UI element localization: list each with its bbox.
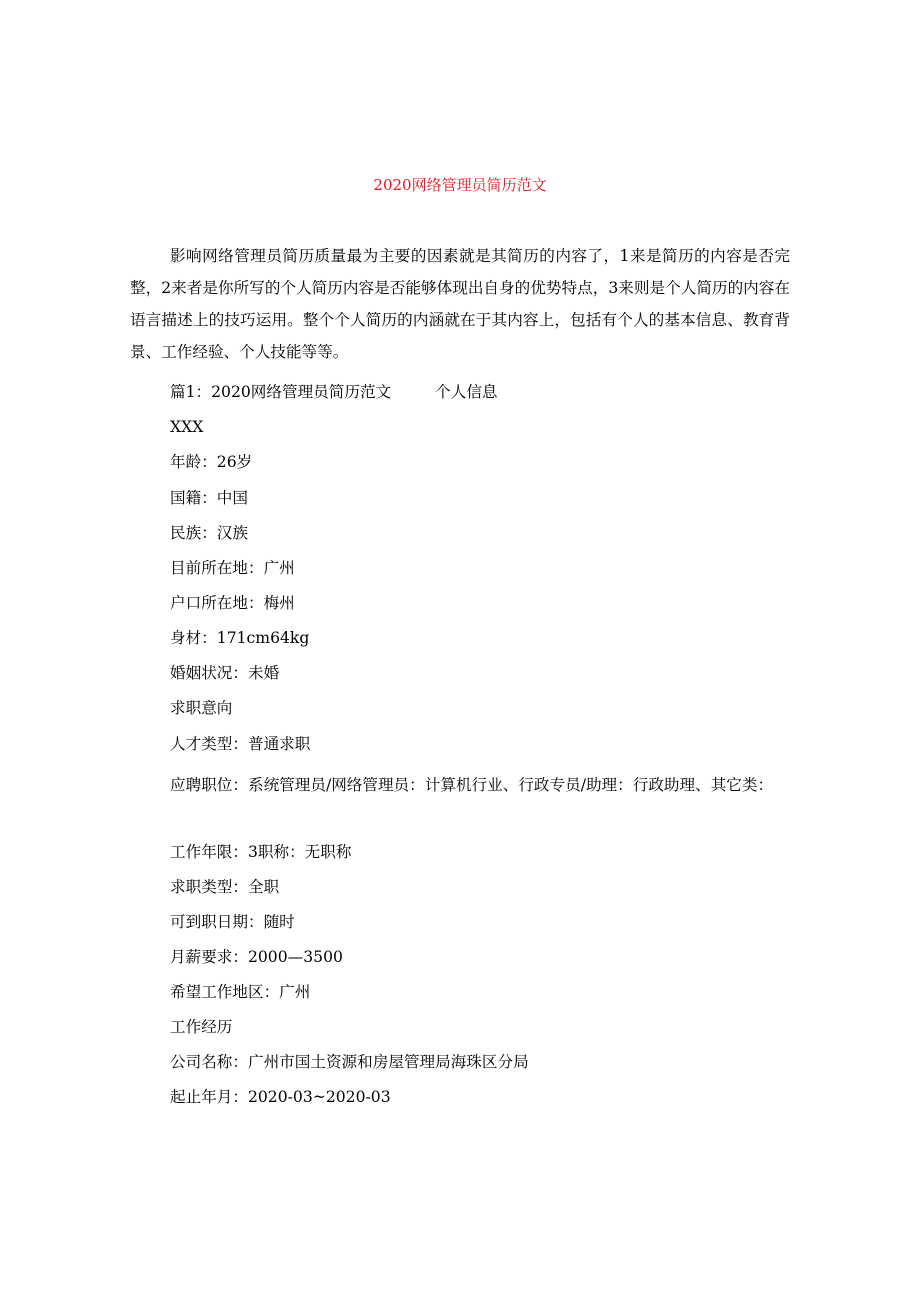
job-type-line: 求职类型：全职 <box>170 878 280 896</box>
desired-area-line: 希望工作地区：广州 <box>170 983 311 1001</box>
salary-line: 月薪要求：2000—3500 <box>170 948 343 966</box>
work-years-line: 工作年限：3职称：无职称 <box>170 843 352 861</box>
current-location-line: 目前所在地：广州 <box>170 559 295 577</box>
intro-paragraph: 影响网络管理员简历质量最为主要的因素就是其简历的内容了，1来是简历的内容是否完整，2来者是你所写的个人简历内容是否能够体现出自身的优势特点，3来则是个人简历的内容在语言描述上的技巧运用。整个个人简历的内涵就在于其内容上，包括有个人的基本信息、教育背景、工作经验、个人技能等等。 <box>130 247 790 361</box>
nationality-line: 国籍：中国 <box>170 489 248 507</box>
age-line: 年龄：26岁 <box>170 453 253 471</box>
ethnicity-line: 民族：汉族 <box>170 524 248 542</box>
chapter-line <box>170 380 810 404</box>
hukou-location-line: 户口所在地：梅州 <box>170 594 295 612</box>
period-line: 起止年月：2020-03~2020-03 <box>170 1088 391 1106</box>
talent-type-line: 人才类型：普通求职 <box>170 735 311 753</box>
document-title: 2020网络管理员简历范文 <box>373 176 547 194</box>
available-date-line: 可到职日期：随时 <box>170 913 295 931</box>
body-line: 身材：171cm64kg <box>170 629 310 647</box>
personal-info-heading: 个人信息 <box>435 383 498 401</box>
job-intention-heading: 求职意向 <box>170 699 233 717</box>
name-line: XXX <box>170 418 204 436</box>
chapter-label: 篇1：2020网络管理员简历范文 <box>170 383 392 401</box>
company-line: 公司名称：广州市国土资源和房屋管理局海珠区分局 <box>170 1053 529 1071</box>
marital-status-line: 婚姻状况：未婚 <box>170 664 280 682</box>
positions-paragraph: 应聘职位：系统管理员/网络管理员：计算机行业、行政专员/助理：行政助理、其它类： <box>170 776 774 794</box>
work-experience-heading: 工作经历 <box>170 1018 233 1036</box>
